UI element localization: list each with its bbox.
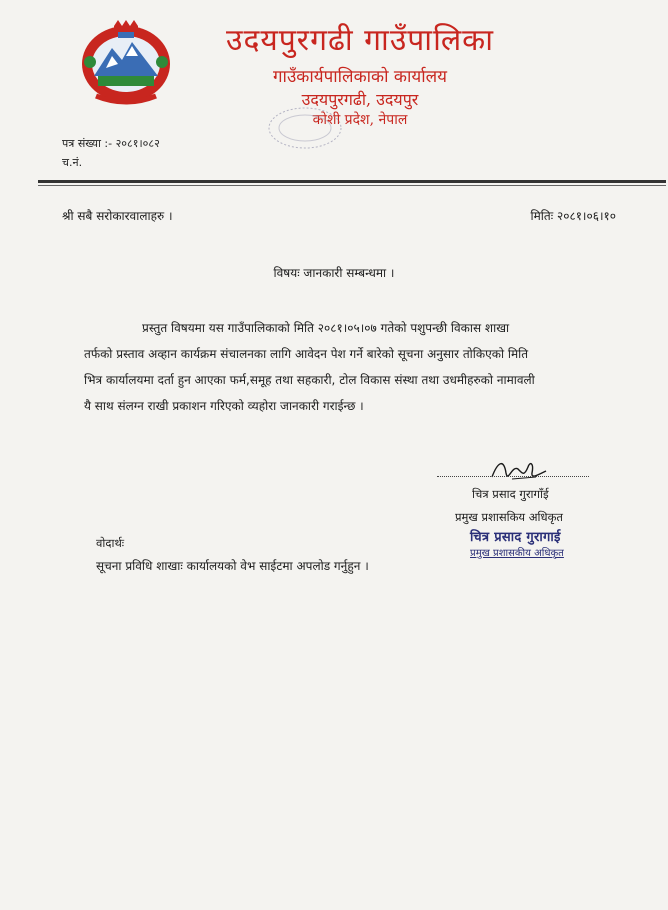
cc-label: वोदार्थः [96,536,125,550]
office-name: गाउँकार्यपालिकाको कार्यालय [272,67,448,87]
dispatch-number: च.नं. [62,156,83,169]
seal-title: प्रमुख प्रशासकीय अधिकृत [470,548,564,559]
letter-date: मितिः २०८१।०६।१० [530,209,616,223]
province-line: कोशी प्रदेश, नेपाल [312,112,408,128]
signatory-title: प्रमुख प्रशासकिय अधिकृत [455,510,563,524]
header-divider-thin [38,185,666,186]
handwritten-signature [488,455,550,487]
seal-name: चित्र प्रसाद गुरागाई [470,530,561,545]
body-line: तर्फको प्रस्ताव अव्हान कार्यक्रम संचालनका लागि आवेदन पेश गर्ने बारेको सूचना अनुसार तोकिएको मिति [84,347,529,361]
nepal-emblem-logo [78,16,174,106]
office-address: उदयपुरगढी, उदयपुर [301,90,419,109]
cc-text: सूचना प्रविधि शाखाः कार्यालयको वेभ साईटमा अपलोड गर्नुहुन । [96,559,369,573]
signature-dotted-line [437,476,589,477]
signatory-seal [470,527,598,559]
letter-number: पत्र संख्या :- २०८१।०८२ [62,137,160,150]
letter-body [84,315,612,419]
municipality-title: उदयपुरगढी गाउँपालिका [226,23,494,58]
subject-line: विषयः जानकारी सम्बन्धमा । [273,266,395,280]
body-line: यै साथ संलग्न राखी प्रकाशन गरिएको व्यहोरा जानकारी गराईन्छ । [84,399,364,413]
header-divider [38,180,666,183]
signatory-name: चित्र प्रसाद गुरागाँई [472,487,549,501]
body-line: प्रस्तुत विषयमा यस गाउँपालिकाको मिति २०८१।०५।०७ गतेको पशुपन्छी विकास शाखा [142,321,510,335]
recipient-line: श्री सबै सरोकारवालाहरु । [62,209,173,223]
faded-office-stamp [264,104,346,152]
body-line: भित्र कार्यालयमा दर्ता हुन आएका फर्म,समूह तथा सहकारी, टोल विकास संस्था तथा उधमीहरुको नामावली [84,373,535,387]
